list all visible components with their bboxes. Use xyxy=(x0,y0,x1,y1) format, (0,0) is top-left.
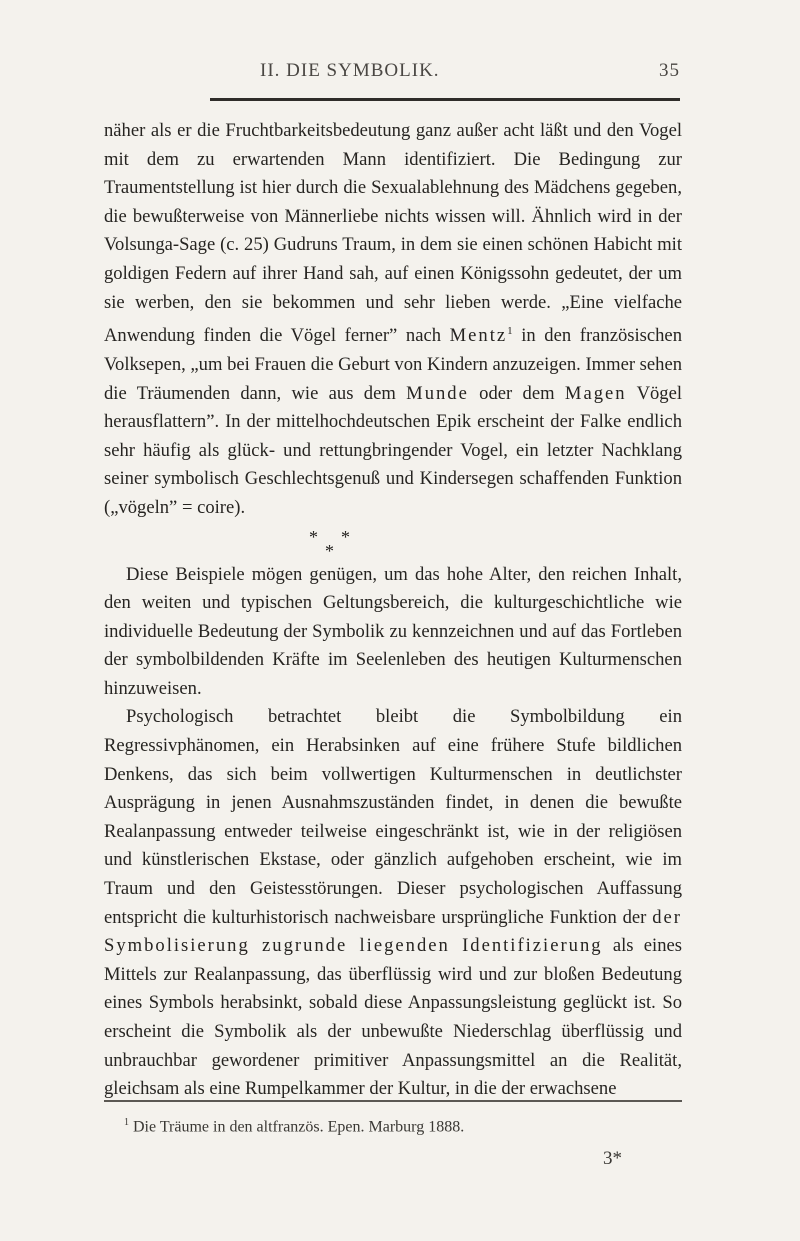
footnote-marker: 1 xyxy=(124,1117,129,1128)
paragraph-2 xyxy=(104,561,682,704)
text-run: näher als er die Fruchtbarkeitsbedeutung ganz außer acht läßt und den Vogel mit dem zu erwartenden Mann identifiziert. Die Bedingung zur Traumentstellung ist hier durch die Sexualablehnung des Mädchens gegeben, die bewußterweise von Männerliebe nichts wissen will. Ähnlich wird in der Volsunga-Sage (c. 25) Gudruns Traum, in dem sie einen schönen Habicht mit goldigen Federn auf ihrer Hand sah, auf einen Königssohn gedeutet, der um sie werben, den sie bekommen und sehr lieben werde. „Eine vielfache Anwendung finden die Vögel ferner” nach xyxy=(104,120,682,347)
emphasis-text: Mentz xyxy=(449,325,508,347)
text-run: oder dem xyxy=(468,382,565,404)
text-run: Diese Beispiele mögen genügen, um das hohe Alter, den reichen Inhalt, den weiten und typischen Geltungsbereich, die kulturgeschichtliche wie individuelle Bedeutung der Symbolik zu kennzeichnen und auf das Fortleben der symbolbildenden Kräfte im Seelenleben des heutigen Kulturmenschen hinzuweisen. xyxy=(104,563,682,699)
emphasis-text: der Symbolisierung zugrunde liegenden Identifizierung xyxy=(104,906,682,957)
signature-mark: 3* xyxy=(603,1148,622,1169)
page-number: 35 xyxy=(659,60,680,81)
header-rule xyxy=(210,98,680,101)
emphasis-text: Magen xyxy=(564,382,627,404)
body-text xyxy=(104,117,682,1104)
footnote xyxy=(124,1112,682,1138)
separator-star: * xyxy=(341,526,350,547)
text-run: Vögel herausflattern”. In der mittelhochdeutschen Epik erscheint der Falke endlich sehr häufig als glück- und rettungbringender Vogel, ein letzter Nachklang seiner symbolisch Geschlechtsgenuß und Kindersegen schaffenden Funktion („vögeln” = coire). xyxy=(104,382,683,518)
chapter-title: II. DIE SYMBOLIK. xyxy=(260,60,440,81)
text-run: Psychologisch betrachtet bleibt die Symbolbildung ein Regressivphänomen, ein Herabsinken auf eine frühere Stufe bildlichen Denkens, das sich beim vollwertigen Kulturmenschen in deutlichster Ausprägung in jenen Ausnahmszuständen findet, in denen die bewußte Realanpassung entweder teilweise eingeschränkt ist, wie in der religiösen und künstlerischen Ekstase, oder gänzlich aufgehoben erscheint, wie im Traum und den Geistesstörungen. Dieser psychologischen Auffassung entspricht die kulturhistorisch nachweisbare ursprüngliche Funktion der xyxy=(104,706,682,928)
paragraph-3 xyxy=(104,703,682,1103)
emphasis-text: Munde xyxy=(406,382,469,404)
section-separator xyxy=(104,523,682,561)
footnote-text: Die Träume in den altfranzös. Epen. Marburg 1888. xyxy=(133,1118,465,1136)
footnote-rule xyxy=(104,1100,682,1102)
text-run: in den französischen Volksepen, „um bei Frauen die Geburt von Kindern anzuzeigen. Immer sehen die Träumenden dann, wie aus dem xyxy=(104,325,682,404)
separator-star: * xyxy=(325,540,334,561)
footnote-ref: 1 xyxy=(507,325,513,338)
text-run: als eines Mittels zur Realanpassung, das überflüssig wird und zur bloßen Bedeutung eines Symbols herabsinkt, sobald diese Anpassungsleistung geglückt ist. So erscheint die Symbolik als der unbewußte Niederschlag überflüssig und unbrauchbar gewordener primitiver Anpassungsmittel an die Realität, gleichsam als eine Rumpelkammer der Kultur, in die der erwachsene xyxy=(104,935,683,1100)
paragraph-1 xyxy=(104,117,682,523)
separator-star: * xyxy=(309,526,318,547)
